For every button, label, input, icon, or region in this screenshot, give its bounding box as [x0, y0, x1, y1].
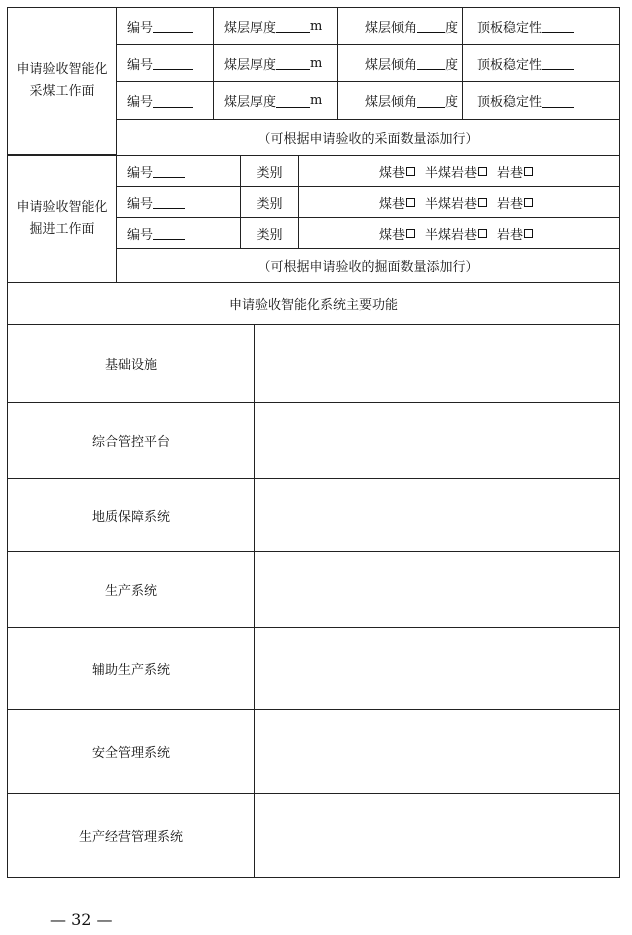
- function-name: 安全管理系统: [7, 709, 255, 794]
- function-value[interactable]: [254, 709, 620, 794]
- checkbox[interactable]: [406, 229, 415, 238]
- function-value[interactable]: [254, 551, 620, 628]
- mining-id-cell[interactable]: 编号: [116, 81, 214, 120]
- page-number: — 32 —: [50, 910, 113, 929]
- heading-options-cell[interactable]: 煤巷 半煤岩巷 岩巷: [298, 217, 620, 249]
- function-value[interactable]: [254, 478, 620, 552]
- function-value[interactable]: [254, 324, 620, 403]
- function-name: 地质保障系统: [7, 478, 255, 552]
- checkbox[interactable]: [478, 167, 487, 176]
- mining-id-cell[interactable]: 编号: [116, 44, 214, 82]
- mining-roof-cell[interactable]: 顶板稳定性: [462, 81, 620, 120]
- heading-note: （可根据申请验收的掘面数量添加行）: [116, 248, 620, 283]
- mining-thickness-cell[interactable]: 煤层厚度 m: [213, 7, 338, 45]
- mining-note: （可根据申请验收的采面数量添加行）: [116, 119, 620, 156]
- function-name: 基础设施: [7, 324, 255, 403]
- function-name: 生产系统: [7, 551, 255, 628]
- function-name: 生产经营管理系统: [7, 793, 255, 878]
- function-value[interactable]: [254, 402, 620, 479]
- mining-angle-cell[interactable]: 煤层倾角 度: [337, 81, 463, 120]
- checkbox[interactable]: [406, 167, 415, 176]
- functions-header: 申请验收智能化系统主要功能: [7, 282, 620, 325]
- checkbox[interactable]: [478, 229, 487, 238]
- mining-angle-cell[interactable]: 煤层倾角 度: [337, 7, 463, 45]
- function-value[interactable]: [254, 627, 620, 710]
- heading-category-cell: 类别: [240, 186, 299, 218]
- mining-id-cell[interactable]: 编号: [116, 7, 214, 45]
- heading-id-cell[interactable]: 编号: [116, 155, 241, 187]
- checkbox[interactable]: [524, 229, 533, 238]
- function-name: 综合管控平台: [7, 402, 255, 479]
- mining-face-label: 申请验收智能化采煤工作面: [7, 7, 117, 155]
- mining-roof-cell[interactable]: 顶板稳定性: [462, 44, 620, 82]
- heading-options-cell[interactable]: 煤巷 半煤岩巷 岩巷: [298, 155, 620, 187]
- heading-options-cell[interactable]: 煤巷 半煤岩巷 岩巷: [298, 186, 620, 218]
- mining-angle-cell[interactable]: 煤层倾角 度: [337, 44, 463, 82]
- heading-category-cell: 类别: [240, 217, 299, 249]
- mining-thickness-cell[interactable]: 煤层厚度 m: [213, 44, 338, 82]
- heading-id-cell[interactable]: 编号: [116, 217, 241, 249]
- heading-face-label: 申请验收智能化掘进工作面: [7, 155, 117, 283]
- mining-roof-cell[interactable]: 顶板稳定性: [462, 7, 620, 45]
- checkbox[interactable]: [478, 198, 487, 207]
- checkbox[interactable]: [406, 198, 415, 207]
- mining-thickness-cell[interactable]: 煤层厚度 m: [213, 81, 338, 120]
- heading-category-cell: 类别: [240, 155, 299, 187]
- checkbox[interactable]: [524, 167, 533, 176]
- function-value[interactable]: [254, 793, 620, 878]
- function-name: 辅助生产系统: [7, 627, 255, 710]
- checkbox[interactable]: [524, 198, 533, 207]
- heading-id-cell[interactable]: 编号: [116, 186, 241, 218]
